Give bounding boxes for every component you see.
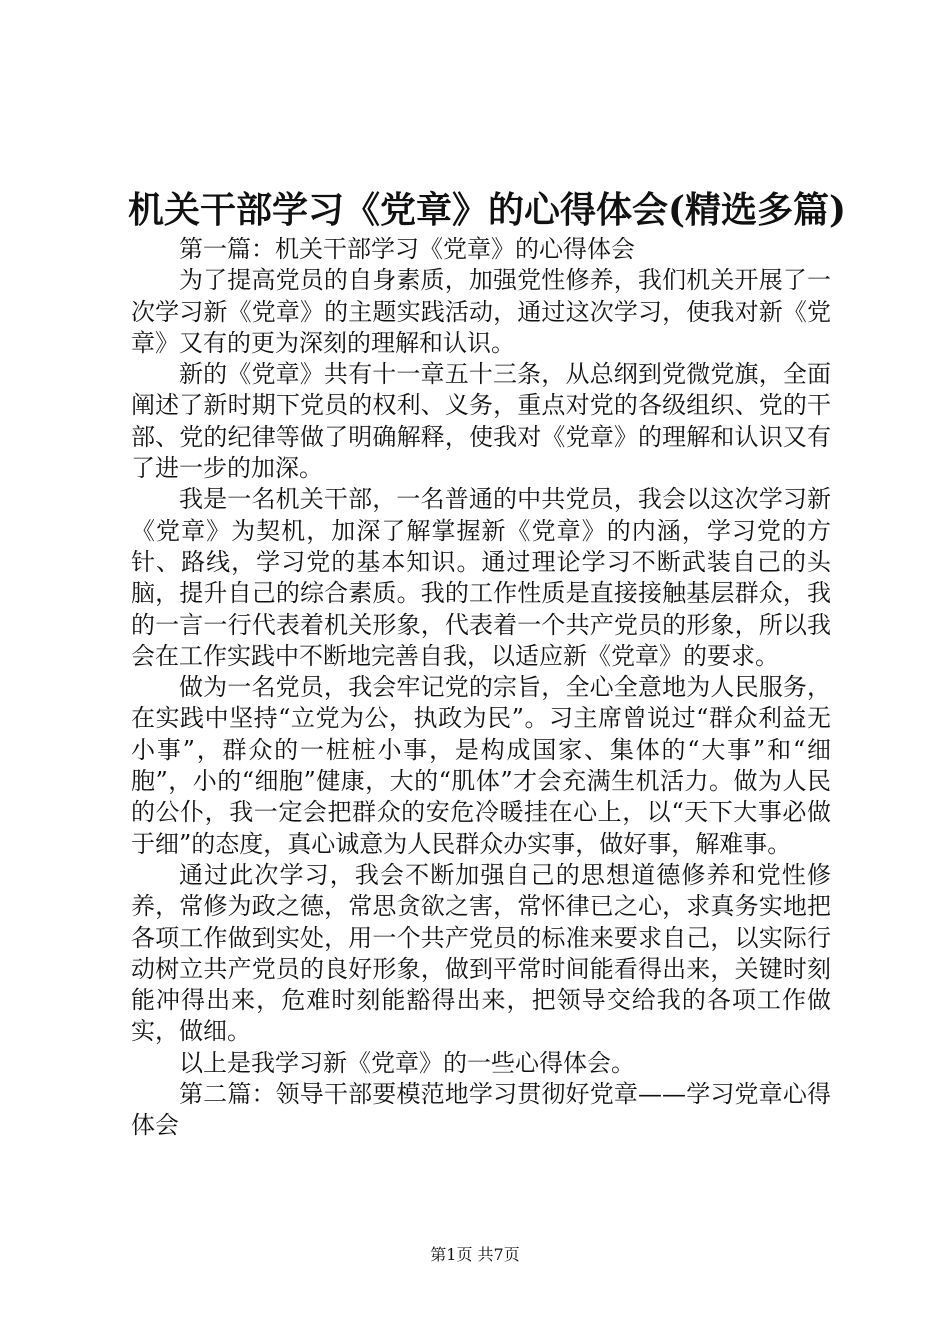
- document-body: [131, 234, 831, 1142]
- page-footer: 第1页 共7页: [430, 1245, 520, 1264]
- paragraph: 我是一名机关干部，一名普通的中共党员，我会以这次学习新《党章》为契机，加深了解掌握新《党章》的内涵，学习党的方针、路线，学习党的基本知识。通过理论学习不断武装自己的头脑，提升自己的综合素质。我的工作性质是直接接触基层群众，我的一言一行代表着机关形象，代表着一个共产党员的形象，所以我会在工作实践中不断地完善自我，以适应新《党章》的要求。: [131, 485, 831, 670]
- document-title: 机关干部学习《党章》的心得体会(精选多篇): [128, 189, 847, 231]
- paragraph: 通过此次学习，我会不断加强自己的思想道德修养和党性修养，常修为政之德，常思贪欲之害，常怀律已之心，求真务实地把各项工作做到实处，用一个共产党员的标准来要求自己，以实际行动树立共产党员的良好形象，做到平常时间能看得出来，关键时刻能冲得出来，危难时刻能豁得出来，把领导交给我的各项工作做实，做细。: [131, 860, 831, 1046]
- paragraph: 做为一名党员，我会牢记党的宗旨，全心全意地为人民服务，在实践中坚持“立党为公，执政为民”。习主席曾说过“群众利益无小事”，群众的一桩桩小事，是构成国家、集体的“大事”和“细胞”，小的“细胞”健康，大的“肌体”才会充满生机活力。做为人民的公仆，我一定会把群众的安危冷暖挂在心上，以“天下大事必做于细”的态度，真心诚意为人民群众办实事，做好事，解难事。: [131, 673, 831, 858]
- section-heading-1: 第一篇：机关干部学习《党章》的心得体会: [179, 235, 635, 263]
- section-heading-2: 第二篇：领导干部要模范地学习贯彻好党章——学习党章心得体会: [131, 1080, 831, 1140]
- paragraph: 为了提高党员的自身素质，加强党性修养，我们机关开展了一次学习新《党章》的主题实践活动，通过这次学习，使我对新《党章》又有的更为深刻的理解和认识。: [131, 266, 831, 357]
- paragraph: 新的《党章》共有十一章五十三条，从总纲到党微党旗，全面阐述了新时期下党员的权利、义务，重点对党的各级组织、党的干部、党的纪律等做了明确解释，使我对《党章》的理解和认识又有了进一步的加深。: [131, 360, 831, 483]
- paragraph: 以上是我学习新《党章》的一些心得体会。: [179, 1048, 635, 1077]
